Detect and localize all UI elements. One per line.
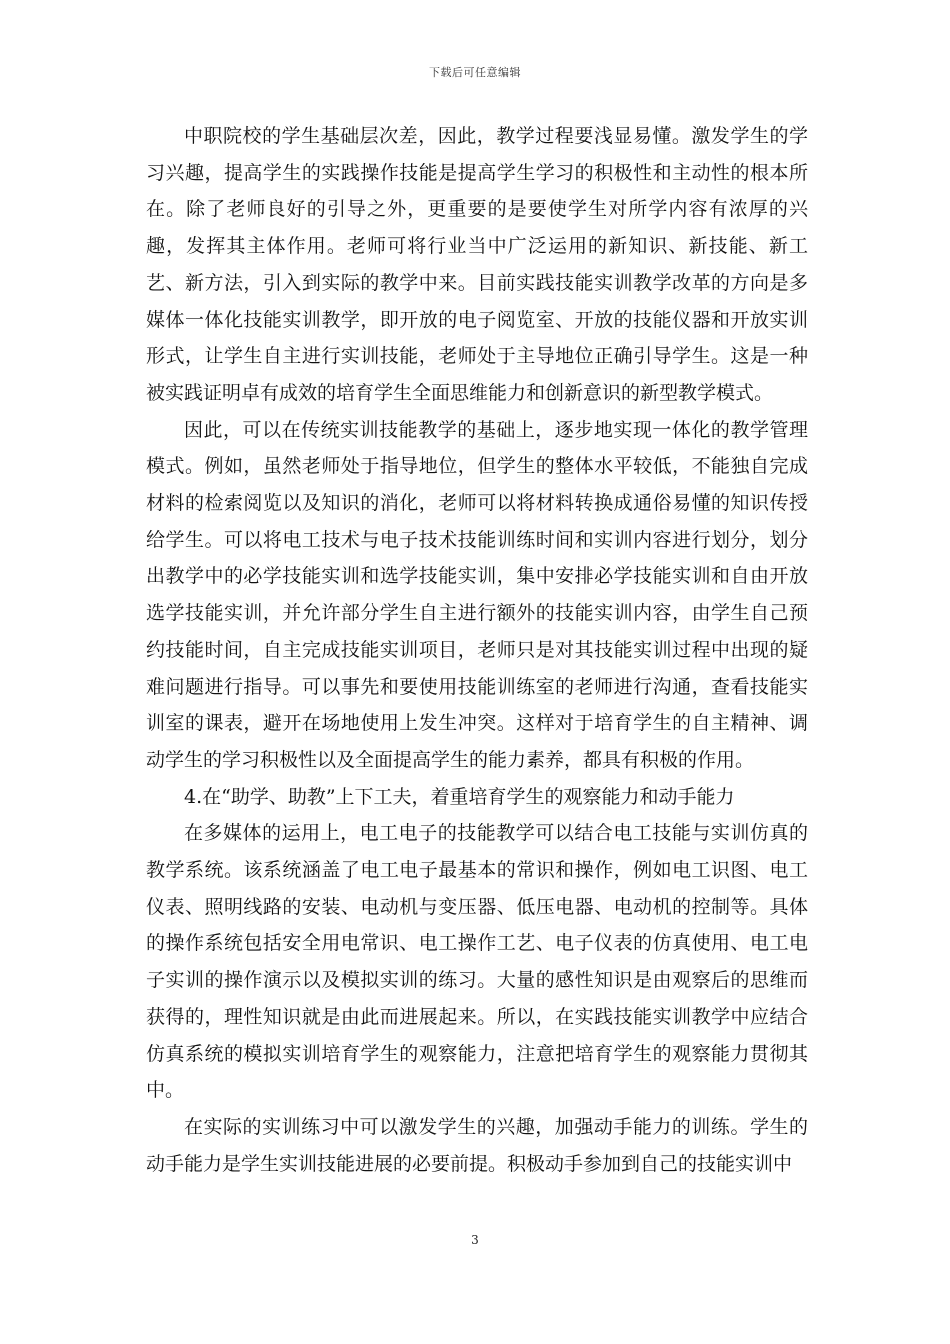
paragraph: 中职院校的学生基础层次差，因此，教学过程要浅显易懂。激发学生的学习兴趣，提高学生的实践操作技能是提高学生学习的积极性和主动性的根本所在。除了老师良好的引导之外，更重要的是要使学生对所学内容有浓厚的兴趣，发挥其主体作用。老师可将行业当中广泛运用的新知识、新技能、新工艺、新方法，引入到实际的教学中来。目前实践技能实训教学改革的方向是多媒体一体化技能实训教学，即开放的电子阅览室、开放的技能仪器和开放实训形式，让学生自主进行实训技能，老师处于主导地位正确引导学生。这是一种被实践证明卓有成效的培育学生全面思维能力和创新意识的新型教学模式。 (146, 125, 808, 404)
page-header: 下载后可任意编辑 (429, 66, 521, 79)
page-number: 3 (471, 1233, 479, 1247)
paragraph: 因此，可以在传统实训技能教学的基础上，逐步地实现一体化的教学管理模式。例如，虽然老师处于指导地位，但学生的整体水平较低，不能独自完成材料的检索阅览以及知识的消化，老师可以将材料转换成通俗易懂的知识传授给学生。可以将电工技术与电子技术技能训练时间和实训内容进行划分，划分出教学中的必学技能实训和选学技能实训，集中安排必学技能实训和自由开放选学技能实训，并允许部分学生自主进行额外的技能实训内容，由学生自己预约技能时间，自主完成技能实训项目，老师只是对其技能实训过程中出现的疑难问题进行指导。可以事先和要使用技能训练室的老师进行沟通，查看技能实训室的课表，避开在场地使用上发生冲突。这样对于培育学生的自主精神、调动学生的学习积极性以及全面提高学生的能力素养，都具有积极的作用。 (146, 418, 808, 771)
paragraph: 在多媒体的运用上，电工电子的技能教学可以结合电工技能与实训仿真的教学系统。该系统涵盖了电工电子最基本的常识和操作，例如电工识图、电工仪表、照明线路的安装、电动机与变压器、低压电器、电动机的控制等。具体的操作系统包括安全用电常识、电工操作工艺、电子仪表的仿真使用、电工电子实训的操作演示以及模拟实训的练习。大量的感性知识是由观察后的思维而获得的，理性知识就是由此而进展起来。所以，在实践技能实训教学中应结合仿真系统的模拟实训培育学生的观察能力，注意把培育学生的观察能力贯彻其中。 (146, 822, 808, 1102)
section-heading: 4.在“助学、助教”上下工夫，着重培育学生的观察能力和动手能力 (184, 785, 735, 808)
document-body (146, 118, 808, 1182)
paragraph: 在实际的实训练习中可以激发学生的兴趣，加强动手能力的训练。学生的动手能力是学生实训技能进展的必要前提。积极动手参加到自己的技能实训中 (146, 1115, 808, 1175)
